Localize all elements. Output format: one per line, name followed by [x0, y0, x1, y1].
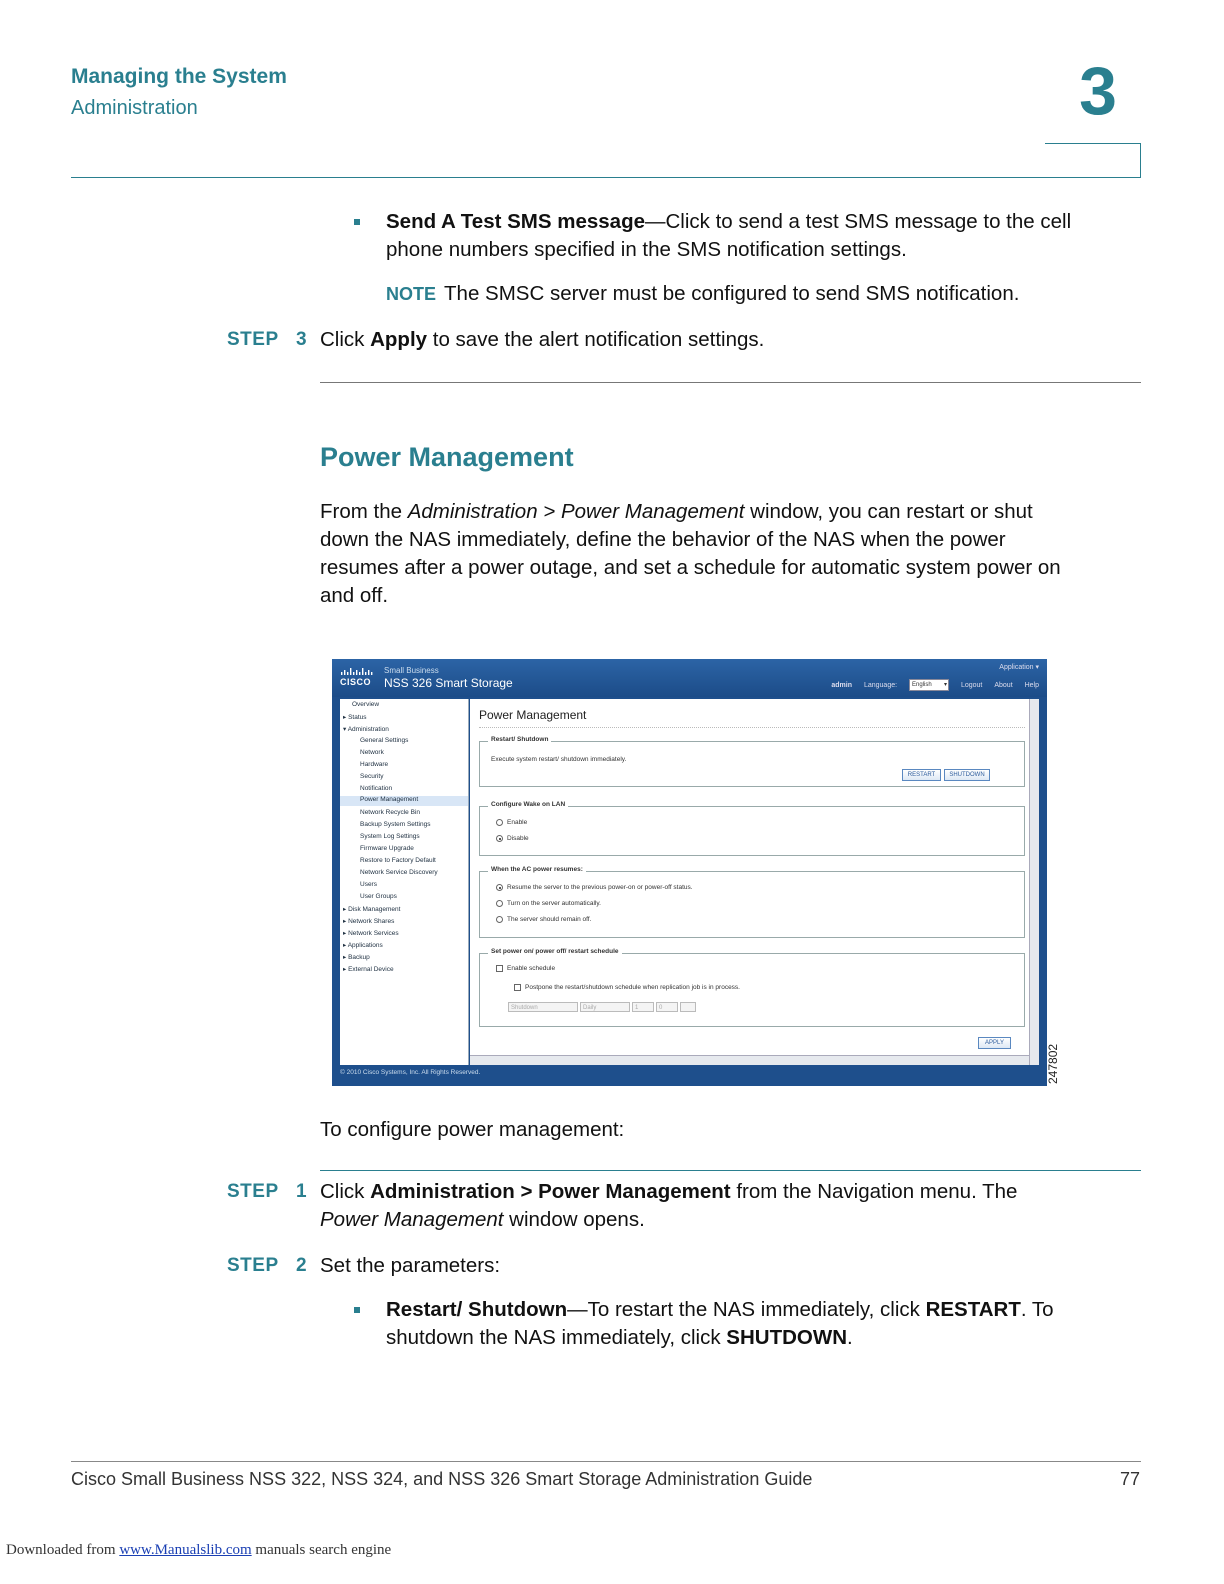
chapter-number: 3	[1079, 53, 1117, 129]
app-topbar	[332, 659, 1047, 697]
nav-restore-factory-default[interactable]: Restore to Factory Default	[360, 857, 436, 864]
restart-shutdown-group	[479, 736, 1025, 787]
header-rule	[71, 177, 1141, 178]
restart-shutdown-bullet: Restart/ Shutdown—To restart the NAS immediately, click RESTART. To shutdown the NAS immediately, click SHUTDOWN.	[386, 1298, 1054, 1349]
expand-arrow-icon: ▸	[343, 930, 349, 937]
copyright: © 2010 Cisco Systems, Inc. All Rights Reserved.	[340, 1069, 481, 1076]
nav-notification[interactable]: Notification	[360, 785, 393, 792]
restart-legend: Restart/ Shutdown	[488, 736, 551, 743]
small-business-label: Small Business	[384, 666, 439, 675]
sms-test-bullet	[386, 208, 1146, 264]
figure-id: 247802	[1046, 1043, 1060, 1084]
nav-disk-management[interactable]: ▸ Disk Management	[343, 906, 401, 913]
language-label: Language:	[863, 681, 898, 689]
footer-title: Cisco Small Business NSS 322, NSS 324, and NSS 326 Smart Storage Administration Guide	[71, 1469, 813, 1489]
nav-network-recycle-bin[interactable]: Network Recycle Bin	[360, 809, 420, 816]
nav-general-settings[interactable]: General Settings	[360, 737, 409, 744]
wol-enable-option[interactable]: Enable	[496, 819, 527, 826]
schedule-frequency-select[interactable]: Daily	[580, 1002, 630, 1012]
navigation-menu	[340, 699, 469, 1065]
ac-power-group	[479, 866, 1025, 938]
nav-network[interactable]: Network	[360, 749, 384, 756]
power-schedule-group	[479, 948, 1025, 1027]
power-management-screenshot	[332, 659, 1047, 1086]
shutdown-button[interactable]: SHUTDOWN	[944, 769, 990, 781]
nav-hardware[interactable]: Hardware	[360, 761, 389, 768]
enable-schedule-checkbox[interactable]: Enable schedule	[496, 965, 555, 972]
bullet-marker	[354, 1307, 360, 1313]
page-title: Power Management	[479, 708, 587, 722]
manualslib-link[interactable]: www.Manualslib.com	[119, 1542, 252, 1558]
step2-label: STEP 2	[227, 1255, 308, 1276]
step3-label: STEP 3	[227, 329, 308, 350]
nav-users[interactable]: Users	[360, 881, 377, 888]
note-text: The SMSC server must be configured to send SMS notification.	[444, 282, 1020, 305]
application-menu[interactable]: Application ▾	[999, 664, 1039, 671]
nav-security[interactable]: Security	[360, 773, 384, 780]
download-notice: Downloaded from www.Manualslib.com manuals search engine	[6, 1542, 392, 1558]
nav-backup-system-settings[interactable]: Backup System Settings	[360, 821, 431, 828]
nav-backup[interactable]: ▸ Backup	[343, 954, 370, 961]
product-name: NSS 326 Smart Storage	[384, 676, 513, 690]
schedule-hour-select[interactable]: 1	[632, 1002, 654, 1012]
page-number: 77	[1119, 1469, 1140, 1489]
nav-administration[interactable]: ▾ Administration	[343, 726, 389, 733]
nav-network-shares[interactable]: ▸ Network Shares	[343, 918, 395, 925]
nav-network-service-discovery[interactable]: Network Service Discovery	[360, 869, 438, 876]
expand-arrow-icon: ▸	[343, 942, 348, 949]
user-name: admin	[831, 681, 853, 689]
expand-arrow-icon: ▸	[343, 714, 349, 721]
schedule-action-select[interactable]: Shutdown	[508, 1002, 578, 1012]
horizontal-scrollbar[interactable]	[470, 1055, 1029, 1065]
restart-description: Execute system restart/ shutdown immediately.	[491, 756, 627, 763]
about-link[interactable]: About	[994, 681, 1013, 689]
expand-arrow-icon: ▸	[343, 954, 349, 961]
ac-remain-off-option[interactable]: The server should remain off.	[496, 916, 591, 923]
expand-arrow-icon: ▸	[343, 906, 349, 913]
nav-power-management[interactable]: Power Management	[340, 796, 468, 806]
radio-icon[interactable]	[496, 819, 503, 826]
help-link[interactable]: Help	[1024, 681, 1039, 689]
step3-text: Click Apply to save the alert notification settings.	[320, 328, 765, 351]
checkbox-icon[interactable]	[496, 965, 503, 972]
language-select[interactable]: English ▾	[909, 679, 949, 691]
wake-on-lan-group	[479, 801, 1025, 856]
step-end-rule	[320, 382, 1141, 383]
cisco-logo: CISCO	[340, 667, 380, 687]
ac-resume-option[interactable]: Resume the server to the previous power-on or power-off status.	[496, 884, 693, 891]
step1-text: Click Administration > Power Management from the Navigation menu. The Power Management window opens.	[320, 1180, 1018, 1231]
bullet-bold: Send A Test SMS message	[386, 210, 645, 233]
section-paragraph: From the Administration > Power Management window, you can restart or shut down the NAS immediately, define the behavior of the NAS when the power resumes after a power outage, and set a schedule for automatic system power on and off.	[320, 500, 1061, 607]
expand-arrow-icon: ▸	[343, 966, 349, 973]
step2-text: Set the parameters:	[320, 1254, 501, 1277]
radio-icon[interactable]	[496, 900, 503, 907]
section-subtitle: Administration	[71, 97, 198, 119]
chapter-title: Managing the System	[71, 65, 287, 88]
nav-status[interactable]: ▸ Status	[343, 714, 367, 721]
radio-icon[interactable]	[496, 916, 503, 923]
nav-external-device[interactable]: ▸ External Device	[343, 966, 394, 973]
bullet-text-line2: phone numbers specified in the SMS notification settings.	[386, 238, 907, 261]
schedule-selects	[508, 1002, 708, 1014]
radio-selected-icon[interactable]	[496, 835, 503, 842]
nav-system-log-settings[interactable]: System Log Settings	[360, 833, 420, 840]
configure-intro: To configure power management:	[320, 1118, 625, 1141]
nav-overview[interactable]: Overview	[352, 701, 380, 708]
note-label: NOTE	[386, 284, 437, 304]
nav-user-groups[interactable]: User Groups	[360, 893, 397, 900]
logout-link[interactable]: Logout	[960, 681, 983, 689]
bullet-text: —Click to send a test SMS message to the cell	[645, 210, 1072, 233]
user-bar	[831, 679, 1039, 691]
restart-button[interactable]: RESTART	[902, 769, 941, 781]
ac-legend: When the AC power resumes:	[488, 866, 586, 873]
collapse-arrow-icon: ▾	[343, 726, 348, 733]
wol-disable-option[interactable]: Disable	[496, 835, 529, 842]
schedule-legend: Set power on/ power off/ restart schedule	[488, 948, 622, 955]
schedule-minute-select[interactable]: 0	[656, 1002, 678, 1012]
vertical-scrollbar[interactable]	[1029, 699, 1039, 1065]
apply-button[interactable]: APPLY	[978, 1037, 1011, 1049]
radio-selected-icon[interactable]	[496, 884, 503, 891]
nav-network-services[interactable]: ▸ Network Services	[343, 930, 399, 937]
step1-label: STEP 1	[227, 1181, 308, 1202]
expand-arrow-icon: ▸	[343, 918, 349, 925]
note	[386, 280, 1019, 308]
title-rule	[479, 727, 1025, 728]
postpone-checkbox[interactable]: Postpone the restart/shutdown schedule when replication job is in process.	[514, 984, 740, 991]
section-heading: Power Management	[320, 442, 574, 472]
nav-firmware-upgrade[interactable]: Firmware Upgrade	[360, 845, 414, 852]
bullet-marker	[354, 219, 360, 225]
wol-legend: Configure Wake on LAN	[488, 801, 568, 808]
steps-start-rule	[320, 1170, 1141, 1171]
checkbox-icon[interactable]	[514, 984, 521, 991]
schedule-extra-select[interactable]	[680, 1002, 696, 1012]
ac-turn-on-option[interactable]: Turn on the server automatically.	[496, 900, 601, 907]
chapter-box	[1045, 143, 1141, 177]
footer-rule	[71, 1461, 1141, 1462]
nav-applications[interactable]: ▸ Applications	[343, 942, 383, 949]
content-pane	[470, 699, 1033, 1065]
